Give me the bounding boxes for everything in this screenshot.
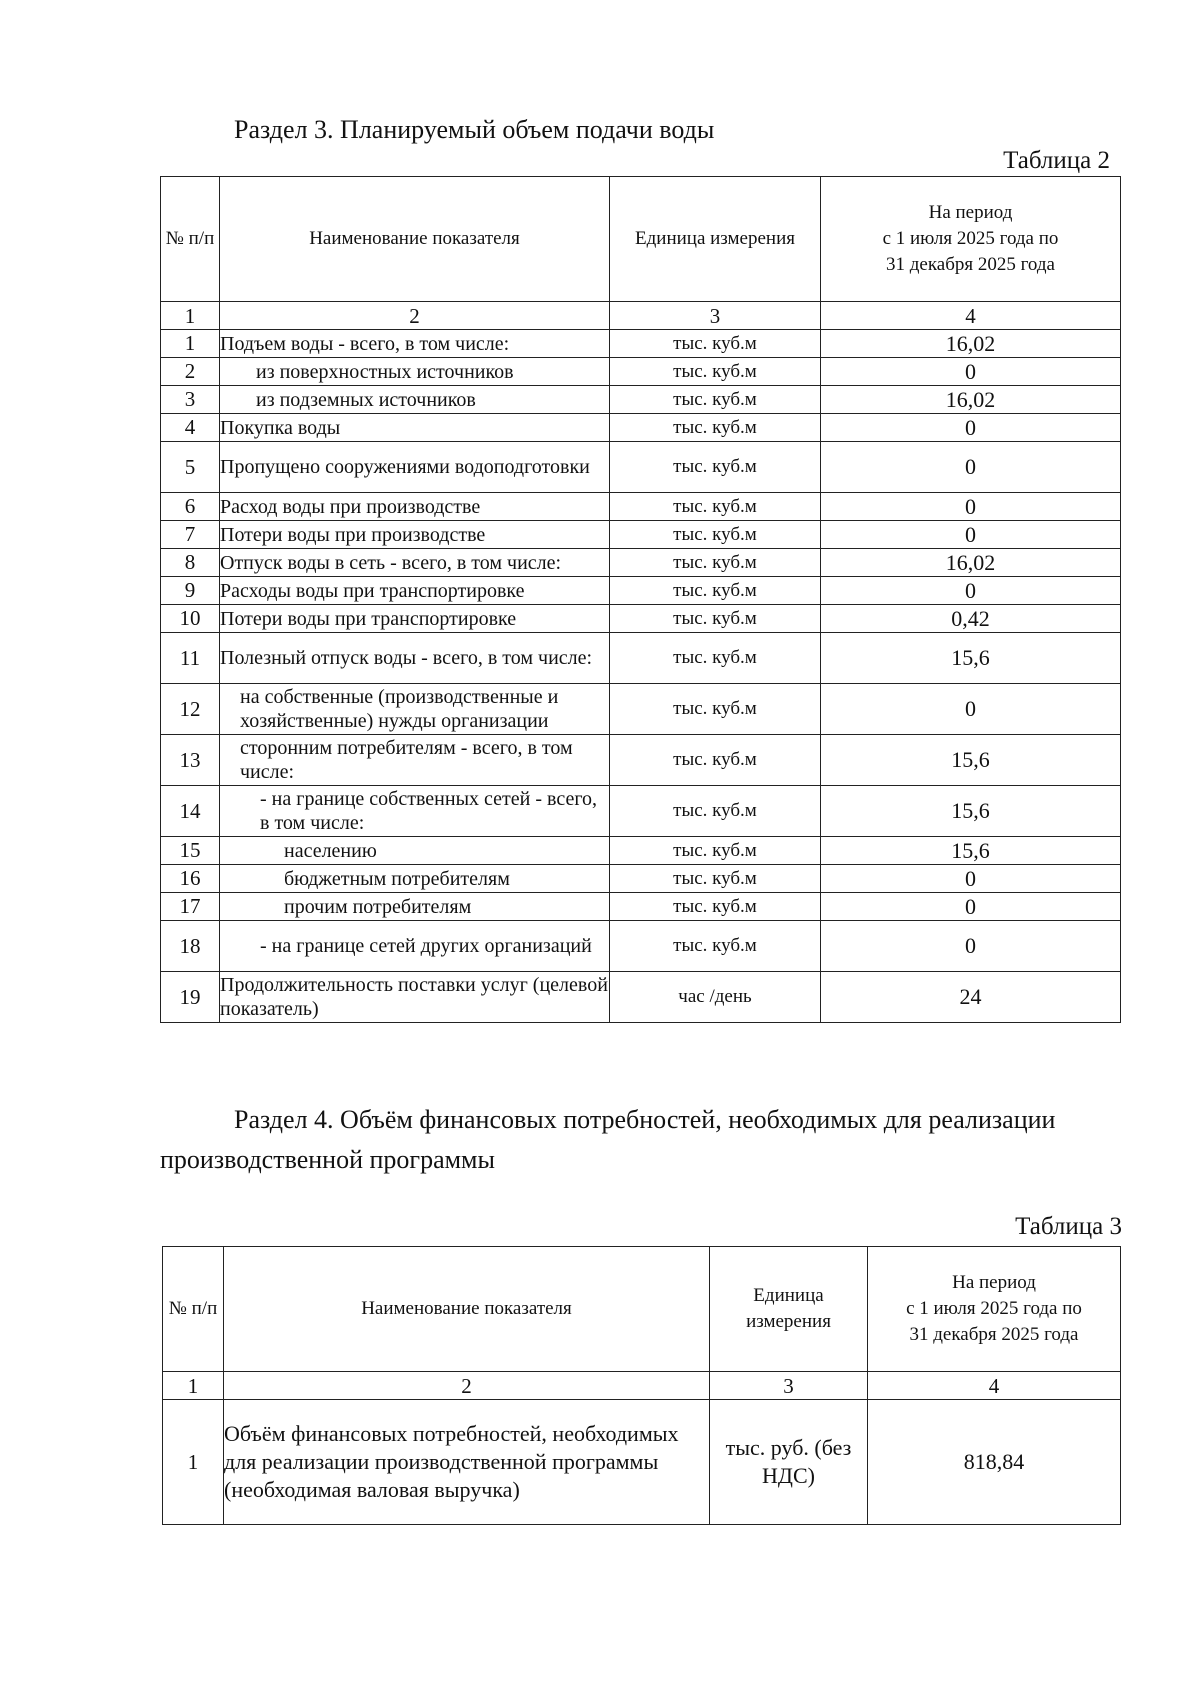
column-number: 2 <box>220 302 610 330</box>
column-number: 4 <box>868 1372 1121 1400</box>
header-unit: Единица измерения <box>610 177 821 302</box>
row-name: бюджетным потребителям <box>220 865 610 893</box>
row-value: 0 <box>821 921 1121 972</box>
row-value: 0 <box>821 577 1121 605</box>
row-number: 10 <box>161 605 220 633</box>
row-value: 0 <box>821 493 1121 521</box>
row-unit: тыс. куб.м <box>610 684 821 735</box>
table-row <box>161 549 1121 577</box>
row-name: Расход воды при производстве <box>220 493 610 521</box>
column-number: 3 <box>610 302 821 330</box>
row-unit: тыс. куб.м <box>610 837 821 865</box>
column-number: 4 <box>821 302 1121 330</box>
column-number: 3 <box>710 1372 868 1400</box>
row-name: - на границе собственных сетей - всего, в том числе: <box>220 786 610 837</box>
row-name: Пропущено сооружениями водоподготовки <box>220 442 610 493</box>
row-number: 1 <box>163 1400 224 1525</box>
row-number: 16 <box>161 865 220 893</box>
row-value: 0 <box>821 684 1121 735</box>
row-unit: тыс. куб.м <box>610 921 821 972</box>
row-value: 15,6 <box>821 633 1121 684</box>
row-number: 9 <box>161 577 220 605</box>
row-number: 6 <box>161 493 220 521</box>
header-period-line: 31 декабря 2025 года <box>909 1324 1079 1345</box>
row-name: на собственные (производственные и хозяйственные) нужды организации <box>220 684 610 735</box>
row-value: 0 <box>821 414 1121 442</box>
row-name: - на границе сетей других организаций <box>220 921 610 972</box>
row-unit: тыс. куб.м <box>610 493 821 521</box>
row-name: Потери воды при производстве <box>220 521 610 549</box>
row-name: сторонним потребителям - всего, в том числе: <box>220 735 610 786</box>
header-unit: Единица измерения <box>710 1247 868 1372</box>
table-row <box>161 414 1121 442</box>
row-number: 4 <box>161 414 220 442</box>
row-name: Покупка воды <box>220 414 610 442</box>
row-value: 0 <box>821 358 1121 386</box>
column-number-row <box>163 1372 1121 1400</box>
row-value: 0 <box>821 442 1121 493</box>
row-value: 15,6 <box>821 735 1121 786</box>
table-2-caption: Таблица 2 <box>1003 147 1110 174</box>
table-row <box>161 684 1121 735</box>
table-row <box>163 1400 1121 1525</box>
header-period-line: 31 декабря 2025 года <box>885 254 1055 275</box>
table-row <box>161 605 1121 633</box>
header-period <box>868 1247 1121 1372</box>
row-value: 15,6 <box>821 837 1121 865</box>
table-row <box>161 921 1121 972</box>
row-unit: тыс. куб.м <box>610 414 821 442</box>
header-name: Наименование показателя <box>220 177 610 302</box>
row-unit: тыс. куб.м <box>610 521 821 549</box>
row-name: Полезный отпуск воды - всего, в том числе: <box>220 633 610 684</box>
header-period-line: На период <box>952 1272 1036 1293</box>
column-number: 1 <box>161 302 220 330</box>
row-name: Объём финансовых потребностей, необходимых для реализации производственной программы (необходимая валовая выручка) <box>224 1400 710 1525</box>
column-number: 1 <box>163 1372 224 1400</box>
header-period-line: На период <box>928 202 1013 223</box>
row-value: 0,42 <box>821 605 1121 633</box>
table-row <box>161 330 1121 358</box>
row-unit: тыс. куб.м <box>610 549 821 577</box>
row-name: из подземных источников <box>220 386 610 414</box>
table-row <box>161 837 1121 865</box>
header-period-line: с 1 июля 2025 года по <box>906 1298 1082 1319</box>
row-value: 0 <box>821 865 1121 893</box>
row-unit: тыс. руб. (без НДС) <box>710 1400 868 1525</box>
header-name: Наименование показателя <box>224 1247 710 1372</box>
row-name: населению <box>220 837 610 865</box>
table-row <box>161 786 1121 837</box>
row-number: 7 <box>161 521 220 549</box>
row-name: Подъем воды - всего, в том числе: <box>220 330 610 358</box>
row-unit: тыс. куб.м <box>610 735 821 786</box>
financial-needs-table <box>162 1246 1121 1525</box>
row-number: 13 <box>161 735 220 786</box>
table-row <box>161 521 1121 549</box>
row-unit: час /день <box>610 972 821 1023</box>
row-value: 0 <box>821 521 1121 549</box>
row-unit: тыс. куб.м <box>610 358 821 386</box>
row-value: 24 <box>821 972 1121 1023</box>
row-unit: тыс. куб.м <box>610 605 821 633</box>
row-number: 15 <box>161 837 220 865</box>
row-number: 11 <box>161 633 220 684</box>
row-unit: тыс. куб.м <box>610 577 821 605</box>
row-number: 17 <box>161 893 220 921</box>
header-no: № п/п <box>161 177 220 302</box>
row-unit: тыс. куб.м <box>610 330 821 358</box>
row-name: Расходы воды при транспортировке <box>220 577 610 605</box>
water-supply-table <box>160 176 1121 1023</box>
row-name: Отпуск воды в сеть - всего, в том числе: <box>220 549 610 577</box>
row-number: 19 <box>161 972 220 1023</box>
table-row <box>161 442 1121 493</box>
row-name: Продолжительность поставки услуг (целевой показатель) <box>220 972 610 1023</box>
row-value: 818,84 <box>868 1400 1121 1525</box>
row-value: 16,02 <box>821 330 1121 358</box>
row-number: 12 <box>161 684 220 735</box>
row-unit: тыс. куб.м <box>610 865 821 893</box>
row-value: 15,6 <box>821 786 1121 837</box>
header-no: № п/п <box>163 1247 224 1372</box>
row-number: 3 <box>161 386 220 414</box>
row-number: 1 <box>161 330 220 358</box>
table-row <box>161 358 1121 386</box>
row-value: 0 <box>821 893 1121 921</box>
table-body <box>161 330 1121 1023</box>
row-value: 16,02 <box>821 549 1121 577</box>
row-name: Потери воды при транспортировке <box>220 605 610 633</box>
table-row <box>161 972 1121 1023</box>
header-period-line: с 1 июля 2025 года по <box>882 228 1059 249</box>
table-row <box>161 386 1121 414</box>
row-unit: тыс. куб.м <box>610 786 821 837</box>
table-row <box>161 577 1121 605</box>
row-number: 2 <box>161 358 220 386</box>
table-row <box>161 493 1121 521</box>
row-unit: тыс. куб.м <box>610 893 821 921</box>
column-number-row <box>161 302 1121 330</box>
table-3-caption: Таблица 3 <box>1015 1213 1122 1240</box>
row-unit: тыс. куб.м <box>610 633 821 684</box>
row-unit: тыс. куб.м <box>610 386 821 414</box>
table-row <box>161 735 1121 786</box>
header-period <box>821 177 1121 302</box>
section-4-title: Раздел 4. Объём финансовых потребностей, необходимых для реализации производственной программы <box>160 1105 1056 1174</box>
row-name: прочим потребителям <box>220 893 610 921</box>
table-header-row <box>161 177 1121 302</box>
column-number: 2 <box>224 1372 710 1400</box>
table-row <box>161 633 1121 684</box>
table-row <box>161 893 1121 921</box>
row-number: 14 <box>161 786 220 837</box>
table-row <box>161 865 1121 893</box>
table-header-row <box>163 1247 1121 1372</box>
row-name: из поверхностных источников <box>220 358 610 386</box>
row-unit: тыс. куб.м <box>610 442 821 493</box>
section-3-title: Раздел 3. Планируемый объем подачи воды <box>234 115 715 144</box>
row-value: 16,02 <box>821 386 1121 414</box>
row-number: 5 <box>161 442 220 493</box>
row-number: 8 <box>161 549 220 577</box>
row-number: 18 <box>161 921 220 972</box>
